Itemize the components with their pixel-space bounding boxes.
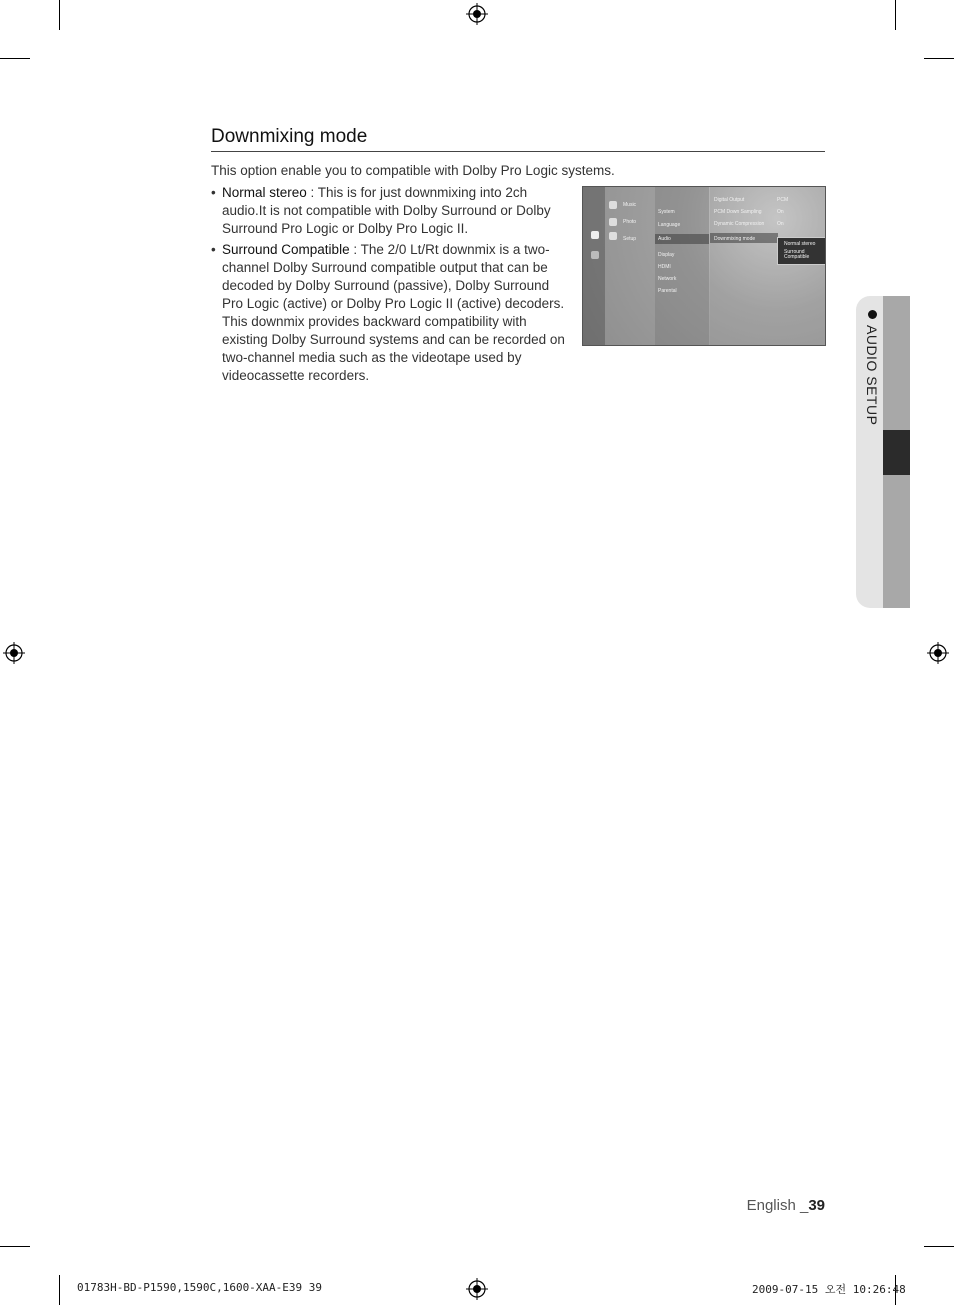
- bullet-icon: •: [211, 242, 216, 257]
- footer-timestamp: 2009-07-15 오전 10:26:48: [752, 1283, 906, 1296]
- crop-mark: [924, 58, 954, 59]
- setting-label: PCM Down Sampling: [714, 209, 762, 215]
- setup-icon: [591, 231, 599, 239]
- setting-value: On: [777, 221, 784, 227]
- setting-value: PCM: [777, 197, 789, 203]
- menu-item-hdmi: HDMI: [658, 264, 671, 270]
- menu-item-photo: Photo: [623, 219, 637, 225]
- menu-main-column: [605, 187, 655, 345]
- option-description: : The 2/0 Lt/Rt downmix is a two-channel Dolby Surround compatible output that can be decoded by Dolby Surround (passive), Dolby Surround Pro Logic (active) or Dolby Pro Logic II (active) decoders. This downmix provides backward compatibility with existing Dolby Surround systems and can be recorded on two-channel media such as the videotape used by videocassette recorders.: [222, 242, 565, 383]
- menu-screenshot: [582, 186, 826, 346]
- menu-item-network: Network: [658, 276, 677, 282]
- crop-mark: [0, 58, 30, 59]
- menu-item-music: Music: [623, 202, 637, 208]
- photo-icon: [609, 218, 617, 226]
- setting-label: Downmixing mode: [714, 236, 756, 242]
- page-number-value: 39: [808, 1197, 825, 1214]
- chapter-label-text: AUDIO SETUP: [864, 325, 880, 426]
- menu-item-system: System: [658, 209, 675, 215]
- registration-mark-icon: [3, 642, 25, 664]
- menu-item-audio: Audio: [658, 236, 671, 242]
- setup-gear-icon: [609, 232, 617, 240]
- option-description: : This is for just downmixing into 2ch audio.It is not compatible with Dolby Surround or Dolby Surround Pro Logic or Dolby Pro Logic II.: [222, 185, 551, 236]
- crop-mark: [59, 0, 60, 30]
- crop-mark: [895, 0, 896, 30]
- crop-mark: [924, 1246, 954, 1247]
- globe-icon: [591, 251, 599, 259]
- registration-mark-icon: [466, 3, 488, 25]
- bullet-icon: •: [211, 185, 216, 200]
- chapter-tab-marker: [883, 430, 910, 475]
- option-term: Surround Compatible: [222, 242, 350, 257]
- downmix-popup: [777, 237, 826, 265]
- bullet-icon: [868, 310, 877, 319]
- registration-mark-icon: [927, 642, 949, 664]
- popup-option-normal: Normal stereo: [784, 241, 816, 247]
- popup-option-surround: Surround Compatible: [784, 249, 810, 260]
- list-item: [211, 241, 571, 385]
- music-icon: [609, 201, 617, 209]
- crop-mark: [59, 1275, 60, 1305]
- footer-file-info: 01783H-BD-P1590,1590C,1600-XAA-E39 39: [77, 1281, 323, 1294]
- option-term: Normal stereo: [222, 185, 307, 200]
- setting-label: Dynamic Compression: [714, 221, 765, 227]
- menu-item-parental: Parental: [658, 288, 677, 294]
- menu-icon-strip: [583, 187, 605, 345]
- section-title: Downmixing mode: [211, 126, 825, 152]
- intro-text: This option enable you to compatible with Dolby Pro Logic systems.: [211, 163, 615, 178]
- page-language: English _: [746, 1197, 809, 1214]
- setting-value: On: [777, 209, 784, 215]
- menu-item-setup: Setup: [623, 236, 637, 242]
- page-number: [747, 1197, 825, 1214]
- list-item: [211, 184, 571, 238]
- setting-label: Digital Output: [714, 197, 745, 203]
- menu-item-display: Display: [658, 252, 675, 258]
- menu-item-language: Language: [658, 222, 681, 228]
- chapter-label: [860, 310, 880, 425]
- option-list: [211, 184, 571, 388]
- registration-mark-icon: [466, 1278, 488, 1300]
- crop-mark: [0, 1246, 30, 1247]
